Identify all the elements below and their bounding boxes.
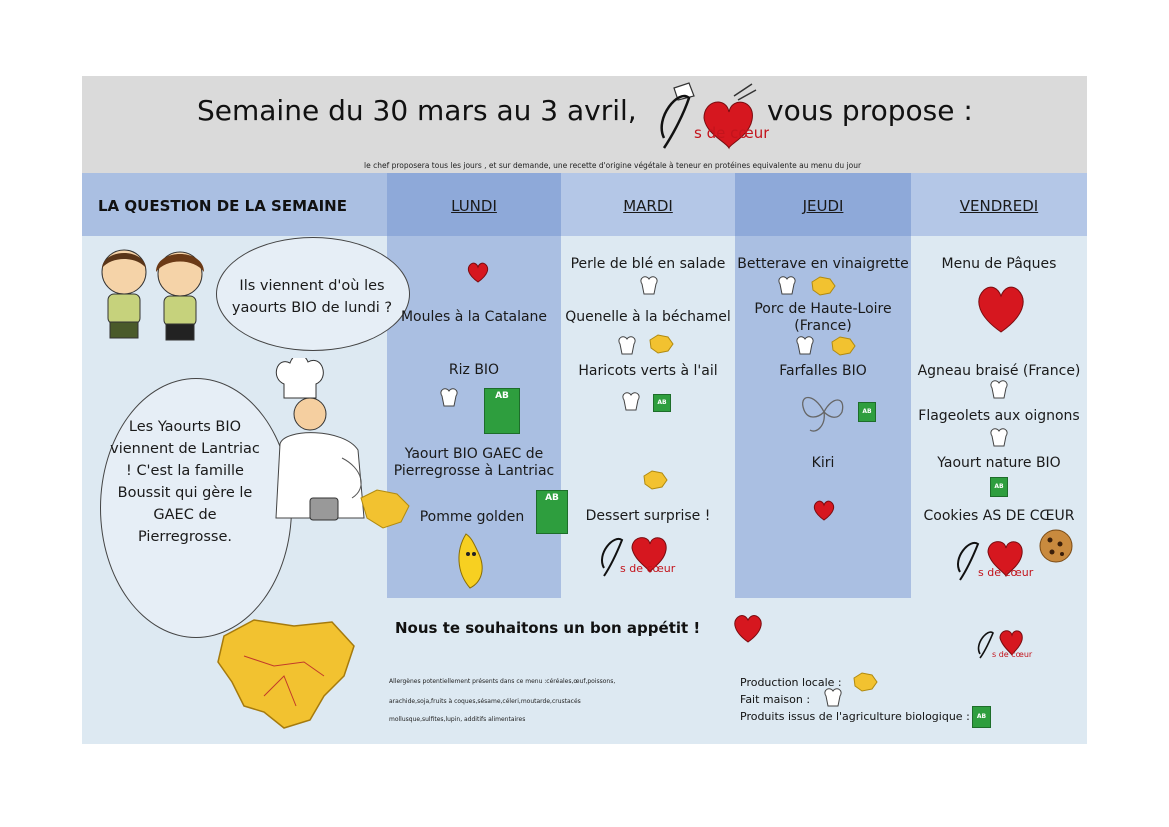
ab-bio-icon: AB xyxy=(653,394,671,412)
local-production-icon xyxy=(852,672,878,692)
question-text: Ils viennent d'où les yaourts BIO de lundi ? xyxy=(231,278,393,316)
chef-hat-icon xyxy=(616,336,638,358)
ab-bio-icon: AB xyxy=(858,402,876,422)
heart-icon xyxy=(812,500,836,522)
chef-hat-icon xyxy=(988,380,1010,402)
day-jeudi: JEUDI xyxy=(802,197,844,215)
haute-loire-map-icon xyxy=(357,488,413,530)
children-illustration xyxy=(94,244,224,354)
local-production-icon xyxy=(642,470,668,490)
as-de-coeur-logo xyxy=(634,78,769,156)
svg-text:s de cœur: s de cœur xyxy=(978,566,1034,579)
title-right: vous propose : xyxy=(767,94,973,127)
mardi-dish-4: Dessert surprise ! xyxy=(585,508,711,524)
ab-bio-icon: AB xyxy=(972,706,991,728)
vendredi-dish-5: Cookies AS DE CŒUR xyxy=(923,508,1075,524)
ab-bio-icon: AB xyxy=(484,388,520,434)
jeudi-dish-1: Betterave en vinaigrette xyxy=(737,256,909,272)
heart-icon xyxy=(732,614,764,644)
svg-text:s de cœur: s de cœur xyxy=(620,562,676,575)
chef-hat-icon xyxy=(822,688,844,710)
allergens-line-2: arachide,soja,fruits à coques,sésame,céleri,moutarde,crustacés xyxy=(389,698,581,705)
bon-appetit-text: Nous te souhaitons un bon appétit ! xyxy=(395,619,701,637)
chef-hat-icon xyxy=(638,276,660,298)
subtitle: le chef proposera tous les jours , et sur demande, une recette d'origine végétale à teneur en protéines equivalente au menu du jour xyxy=(364,161,862,170)
banana-icon xyxy=(452,532,488,592)
chef-hat-icon xyxy=(620,392,642,414)
jeudi-dish-3: Farfalles BIO xyxy=(779,363,867,379)
ab-bio-icon: AB xyxy=(536,490,568,534)
title-left: Semaine du 30 mars au 3 avril, xyxy=(197,94,637,127)
vendredi-dish-1: Menu de Pâques xyxy=(941,256,1057,272)
local-production-icon xyxy=(648,334,674,354)
lundi-dish-1: Moules à la Catalane xyxy=(400,309,548,325)
heart-icon xyxy=(466,262,490,284)
legend-bio: Produits issus de l'agriculture biologique : xyxy=(740,710,970,723)
weekly-menu xyxy=(82,76,1087,744)
mardi-dish-3: Haricots verts à l'ail xyxy=(578,363,718,379)
chef-hat-icon xyxy=(438,388,460,410)
question-heading: LA QUESTION DE LA SEMAINE xyxy=(98,197,347,215)
local-production-icon xyxy=(810,276,836,296)
svg-text:s de cœur: s de cœur xyxy=(992,650,1033,659)
day-lundi: LUNDI xyxy=(451,197,497,215)
as-de-coeur-logo xyxy=(938,532,1048,588)
legend-local: Production locale : xyxy=(740,676,842,689)
chef-hat-icon xyxy=(794,336,816,358)
logo-text: s de cœur xyxy=(694,124,769,142)
day-mardi: MARDI xyxy=(623,197,673,215)
as-de-coeur-logo xyxy=(582,528,692,584)
allergens-line-1: Allergènes potentiellement présents dans ce menu :céréales,œuf,poissons, xyxy=(389,678,616,685)
jeudi-dish-2: Porc de Haute-Loire (France) xyxy=(754,301,892,334)
lundi-dish-4: Pomme golden xyxy=(419,509,525,525)
vendredi-dish-3: Flageolets aux oignons xyxy=(918,408,1080,424)
haute-loire-map xyxy=(214,616,364,731)
as-de-coeur-logo xyxy=(966,624,1040,666)
mardi-dish-2: Quenelle à la béchamel xyxy=(565,309,731,325)
mardi-dish-1: Perle de blé en salade xyxy=(570,256,726,272)
legend-maison: Fait maison : xyxy=(740,693,811,706)
cookie-icon xyxy=(1038,528,1074,564)
butterfly-icon xyxy=(796,386,852,438)
vendredi-dish-4: Yaourt nature BIO xyxy=(937,455,1061,471)
lundi-dish-3: Yaourt BIO GAEC de Pierregrosse à Lantriac xyxy=(393,446,555,479)
chef-hat-icon xyxy=(776,276,798,298)
local-production-icon xyxy=(830,336,856,356)
chef-hat-icon xyxy=(988,428,1010,450)
lundi-dish-2: Riz BIO xyxy=(448,362,500,378)
answer-text: Les Yaourts BIO viennent de Lantriac ! C'est la famille Boussit qui gère le GAEC de Pierregrosse. xyxy=(110,419,260,545)
jeudi-dish-4: Kiri xyxy=(811,455,835,471)
allergens-line-3: mollusque,sulfites,lupin, additifs alimentaires xyxy=(389,716,526,723)
day-vendredi: VENDREDI xyxy=(959,197,1039,215)
heart-icon xyxy=(974,284,1028,334)
ab-bio-icon: AB xyxy=(990,477,1008,497)
vendredi-dish-2: Agneau braisé (France) xyxy=(917,363,1081,379)
